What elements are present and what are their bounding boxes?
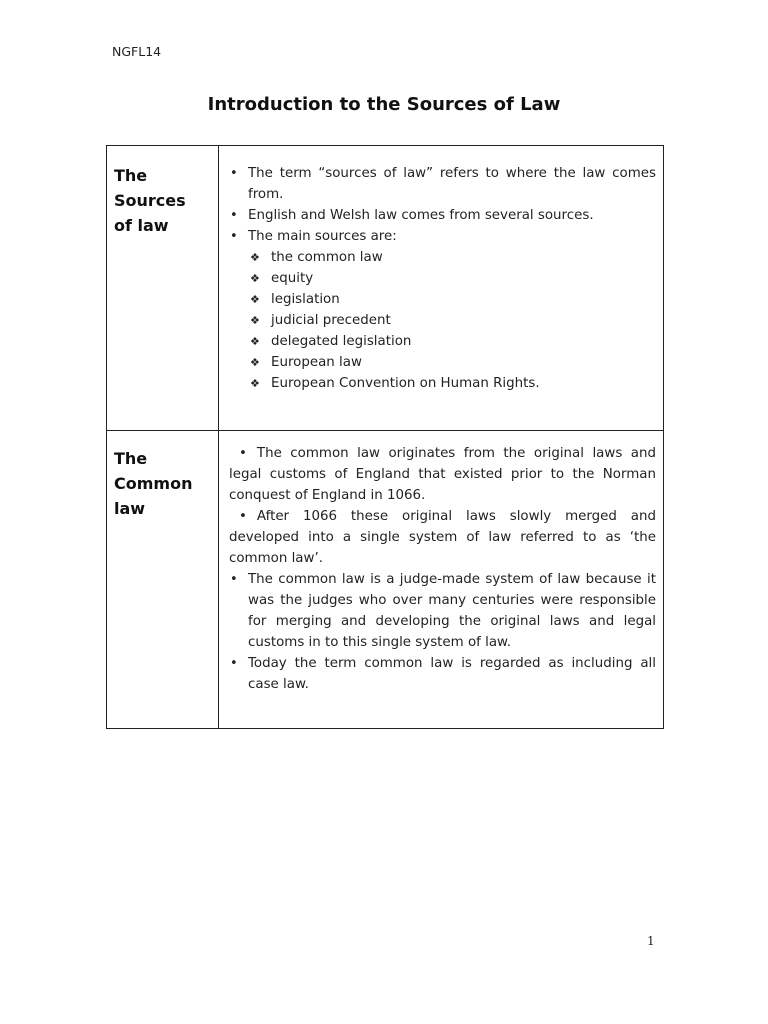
law-table [106, 145, 664, 729]
document-title: Introduction to the Sources of Law [207, 94, 561, 115]
list-item: • English and Welsh law comes from several sources. [229, 205, 656, 226]
diamond-bullet-icon: ❖ [250, 314, 260, 327]
diamond-bullet-icon: ❖ [250, 293, 260, 306]
bullet-icon: • [239, 446, 247, 461]
list-item: ❖ judicial precedent [248, 310, 656, 331]
list-item: • The common law originates from the original laws and legal customs of England that existed prior to the Norman conquest of England in 1066. [229, 446, 656, 503]
row-heading-cell [107, 146, 219, 431]
bullet-icon: • [230, 229, 238, 244]
bullet-list [229, 163, 656, 394]
bullet-icon: • [239, 509, 247, 524]
row-heading-cell [107, 431, 219, 729]
bullet-list [229, 443, 656, 695]
list-item: ❖ European Convention on Human Rights. [248, 373, 656, 394]
diamond-bullet-icon: ❖ [250, 377, 260, 390]
page-number: 1 [647, 934, 655, 948]
list-item: ❖ delegated legislation [248, 331, 656, 352]
bullet-icon: • [230, 208, 238, 223]
list-item: • The main sources are: ❖ the common law ❖ equity ❖ legislation ❖ judicial precedent ❖ delegated legislation ❖ European law ❖ European Convention on Human Rights. [229, 226, 656, 394]
list-item: ❖ legislation [248, 289, 656, 310]
bullet-icon: • [230, 166, 238, 181]
table-row [107, 146, 664, 431]
list-item: ❖ equity [248, 268, 656, 289]
row-content-cell [219, 146, 664, 431]
diamond-bullet-icon: ❖ [250, 251, 260, 264]
list-item: • The common law is a judge-made system of law because it was the judges who over many centuries were responsible for merging and developing the original laws and legal customs in to this single system of law. [229, 569, 656, 653]
bullet-icon: • [230, 572, 238, 587]
sub-list [248, 247, 656, 394]
diamond-bullet-icon: ❖ [250, 272, 260, 285]
table-row [107, 431, 664, 729]
list-item: ❖ European law [248, 352, 656, 373]
document-code: NGFL14 [112, 44, 162, 59]
list-item: • After 1066 these original laws slowly merged and developed into a single system of law referred to as ‘the common law’. [229, 509, 656, 566]
diamond-bullet-icon: ❖ [250, 356, 260, 369]
bullet-icon: • [230, 656, 238, 671]
list-item: • Today the term common law is regarded as including all case law. [229, 653, 656, 695]
diamond-bullet-icon: ❖ [250, 335, 260, 348]
list-item: • The term “sources of law” refers to where the law comes from. [229, 163, 656, 205]
list-item: ❖ the common law [248, 247, 656, 268]
row-heading-sources: The Sources of law [114, 166, 186, 235]
row-content-cell [219, 431, 664, 729]
row-heading-common-law: The Common law [114, 449, 193, 518]
